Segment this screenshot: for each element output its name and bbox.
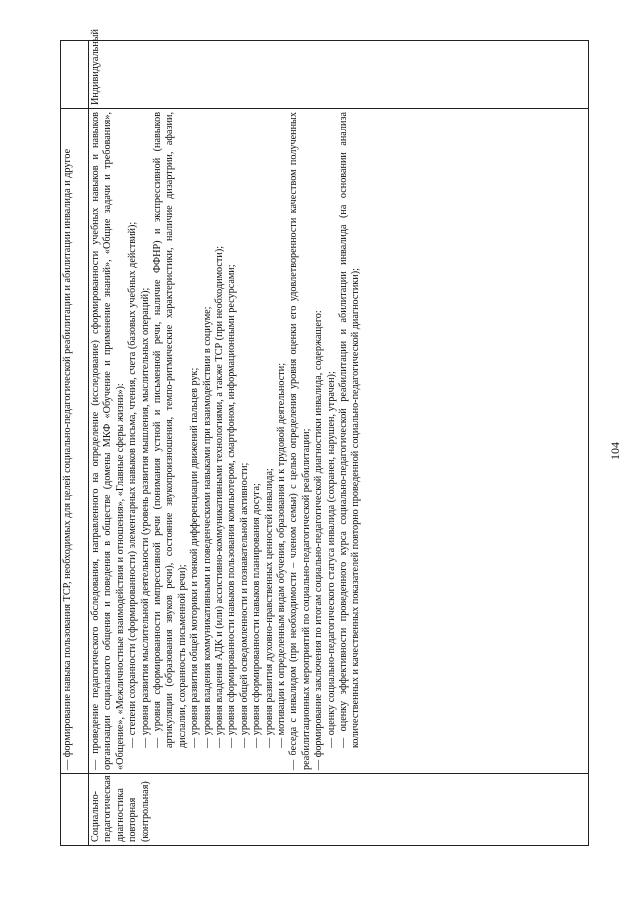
activity-item: — уровня сформированности навыков планирования досуга;: [251, 483, 263, 748]
form-cell: Индивидуальный: [88, 41, 588, 109]
table-row: [88, 41, 588, 846]
stage-name-line: (контрольная): [139, 781, 151, 842]
activity-item: — уровня развития общей моторики и тонкой дифференциации движений пальцев рук;: [189, 367, 201, 748]
activity-description-cell: [88, 109, 588, 774]
form-cell: [61, 41, 89, 109]
activity-item: — уровня общей осведомленности и познавательной активности;: [238, 462, 250, 748]
stage-name-line: педагогическая: [102, 775, 114, 842]
stage-name-line: Социально-: [89, 790, 101, 842]
page-number: 104: [608, 442, 622, 460]
activity-item: — степени сохранности (сформированности) элементарных навыков письма, чтения, счета (базовых учебных действий);: [127, 221, 139, 748]
activity-item: — уровня сформированности импрессивной речи (понимания устной и письменной речи, наличие ФФНР) и экспрессивной (навыков артикуляции (образования звуков речи), состояние звукопроизношения, темпо-ритмические характеристики, наличие дизартрии, афазии, дислалии, сохранность письменной речи);: [151, 112, 188, 748]
activity-item: — уровня развития духовно-нравственных ценностей инвалида;: [263, 468, 275, 748]
activity-item: — проведение педагогического обследования, направленного на определение (исследование) сформированности учебных навыков и навыков организации социального общения и поведения в обществе (домены МКФ «Обучение и применение знаний», «Общие задачи и требования», «Общение», «Межличностные взаимодействия и отношения», «Главные сферы жизни»):: [89, 112, 126, 770]
stage-name-line: повторная: [127, 797, 139, 842]
activity-item: — уровня сформированности навыков пользования компьютером, смартфоном, информационными ресурсами;: [226, 264, 238, 748]
activity-item: — формирование заключения по итогам социально-педагогической диагностики инвалида, содержащего:: [313, 310, 325, 770]
services-table: [60, 29, 589, 846]
activity-item: — беседа с инвалидом (при необходимости – членом семьи) с целью определения уровня оценки его удовлетворенности качеством полученных реабилитационных мероприятий по социально-педагогической реабилитации;: [288, 112, 312, 770]
table-row: [61, 41, 89, 846]
activity-item: — формирование навыка пользования ТСР, необходимых для целей социально-педагогической реабилитации и абилитации инвалида и другое: [62, 148, 73, 770]
activity-item: — оценку социально-педагогического статуса инвалида (сохранен, нарушен, утрачен);: [325, 371, 337, 748]
activity-item: — оценку эффективности проведенного курса социально-педагогической реабилитации и абилитации инвалида (на основании анализа количественных и качественных показателей повторно проведенной социально-педагогической диагностики);: [338, 112, 362, 748]
activity-item: — уровня владения АДК и (или) ассистивно-коммуникативными технологиями, а также ТСР (при необходимости);: [213, 245, 225, 748]
stage-name-line: диагностика: [114, 788, 126, 842]
stage-name-cell: [88, 774, 588, 846]
stage-name-cell: [61, 774, 89, 846]
activity-item: — уровня владения коммуникативными и поведенческими навыками при взаимодействии в социуме;: [201, 306, 213, 748]
activity-description-cell: [61, 109, 89, 774]
activity-item: — мотивации к определенным видам обучения, образования и к трудовой деятельности;: [276, 362, 287, 748]
activity-item: — уровня развития мыслительной деятельности (уровень развития мышления, мыслительных операций);: [139, 287, 151, 748]
